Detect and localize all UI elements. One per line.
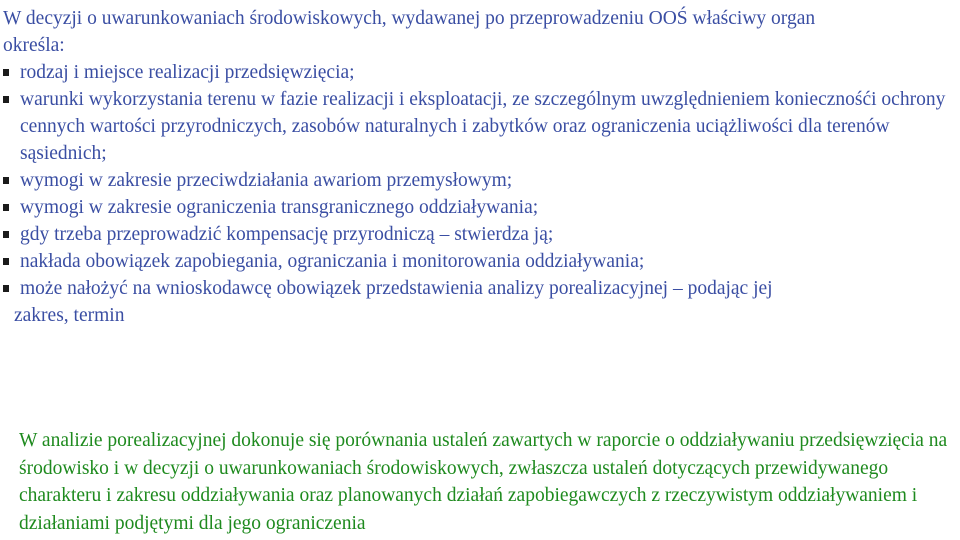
square-bullet-icon: [3, 231, 9, 238]
conclusion-paragraph: W analizie porealizacyjnej dokonuje się porównania ustaleń zawartych w raporcie o oddziaływaniu przedsięwzięcia na środowisko i w decyzji o uwarunkowaniach środowiskowych, zwłaszcza ustaleń dotyczących przewidywanego charakteru i zakresu oddziaływania oraz planowanych działań zapobiegawczych z rzeczywistym oddziaływaniem i działaniami podjętymi dla jego ograniczenia: [19, 430, 948, 534]
square-bullet-icon: [3, 69, 9, 76]
list-item: [3, 59, 958, 86]
square-bullet-icon: [3, 204, 9, 211]
list-item: [3, 221, 958, 248]
square-bullet-icon: [3, 258, 9, 265]
intro-line-2: określa:: [3, 35, 65, 56]
list-item-text: warunki wykorzystania terenu w fazie realizacji i eksploatacji, ze szczególnym uwzględnieniem koniecznośći ochrony cennych wartości przyrodniczych, zasobów naturalnych i zabytków oraz ograniczenia uciążliwości dla terenów sąsiednich;: [20, 89, 946, 164]
list-item-text: nakłada obowiązek zapobiegania, ograniczania i monitorowania oddziaływania;: [20, 251, 645, 272]
list-item-text: wymogi w zakresie ograniczenia transgranicznego oddziaływania;: [20, 197, 539, 218]
list-item-continuation: [3, 302, 958, 329]
intro-paragraph: [3, 5, 958, 59]
list-item-text: zakres, termin: [14, 305, 125, 326]
list-item: [3, 86, 958, 167]
list-item: [3, 248, 958, 275]
square-bullet-icon: [3, 177, 9, 184]
list-item-text: rodzaj i miejsce realizacji przedsięwzięcia;: [20, 62, 355, 83]
intro-line-1: W decyzji o uwarunkowaniach środowiskowych, wydawanej po przeprowadzeniu OOŚ właściwy organ: [3, 8, 816, 29]
list-item-text: wymogi w zakresie przeciwdziałania awariom przemysłowym;: [20, 170, 513, 191]
square-bullet-icon: [3, 285, 9, 292]
list-item: [3, 275, 958, 302]
list-item-text: gdy trzeba przeprowadzić kompensację przyrodniczą – stwierdza ją;: [20, 224, 554, 245]
square-bullet-icon: [3, 96, 9, 103]
list-item: [3, 194, 958, 221]
list-item: [3, 167, 958, 194]
bullet-list: [3, 59, 958, 329]
list-item-text: może nałożyć na wnioskodawcę obowiązek przedstawienia analizy porealizacyjnej – podając jej: [20, 278, 773, 299]
